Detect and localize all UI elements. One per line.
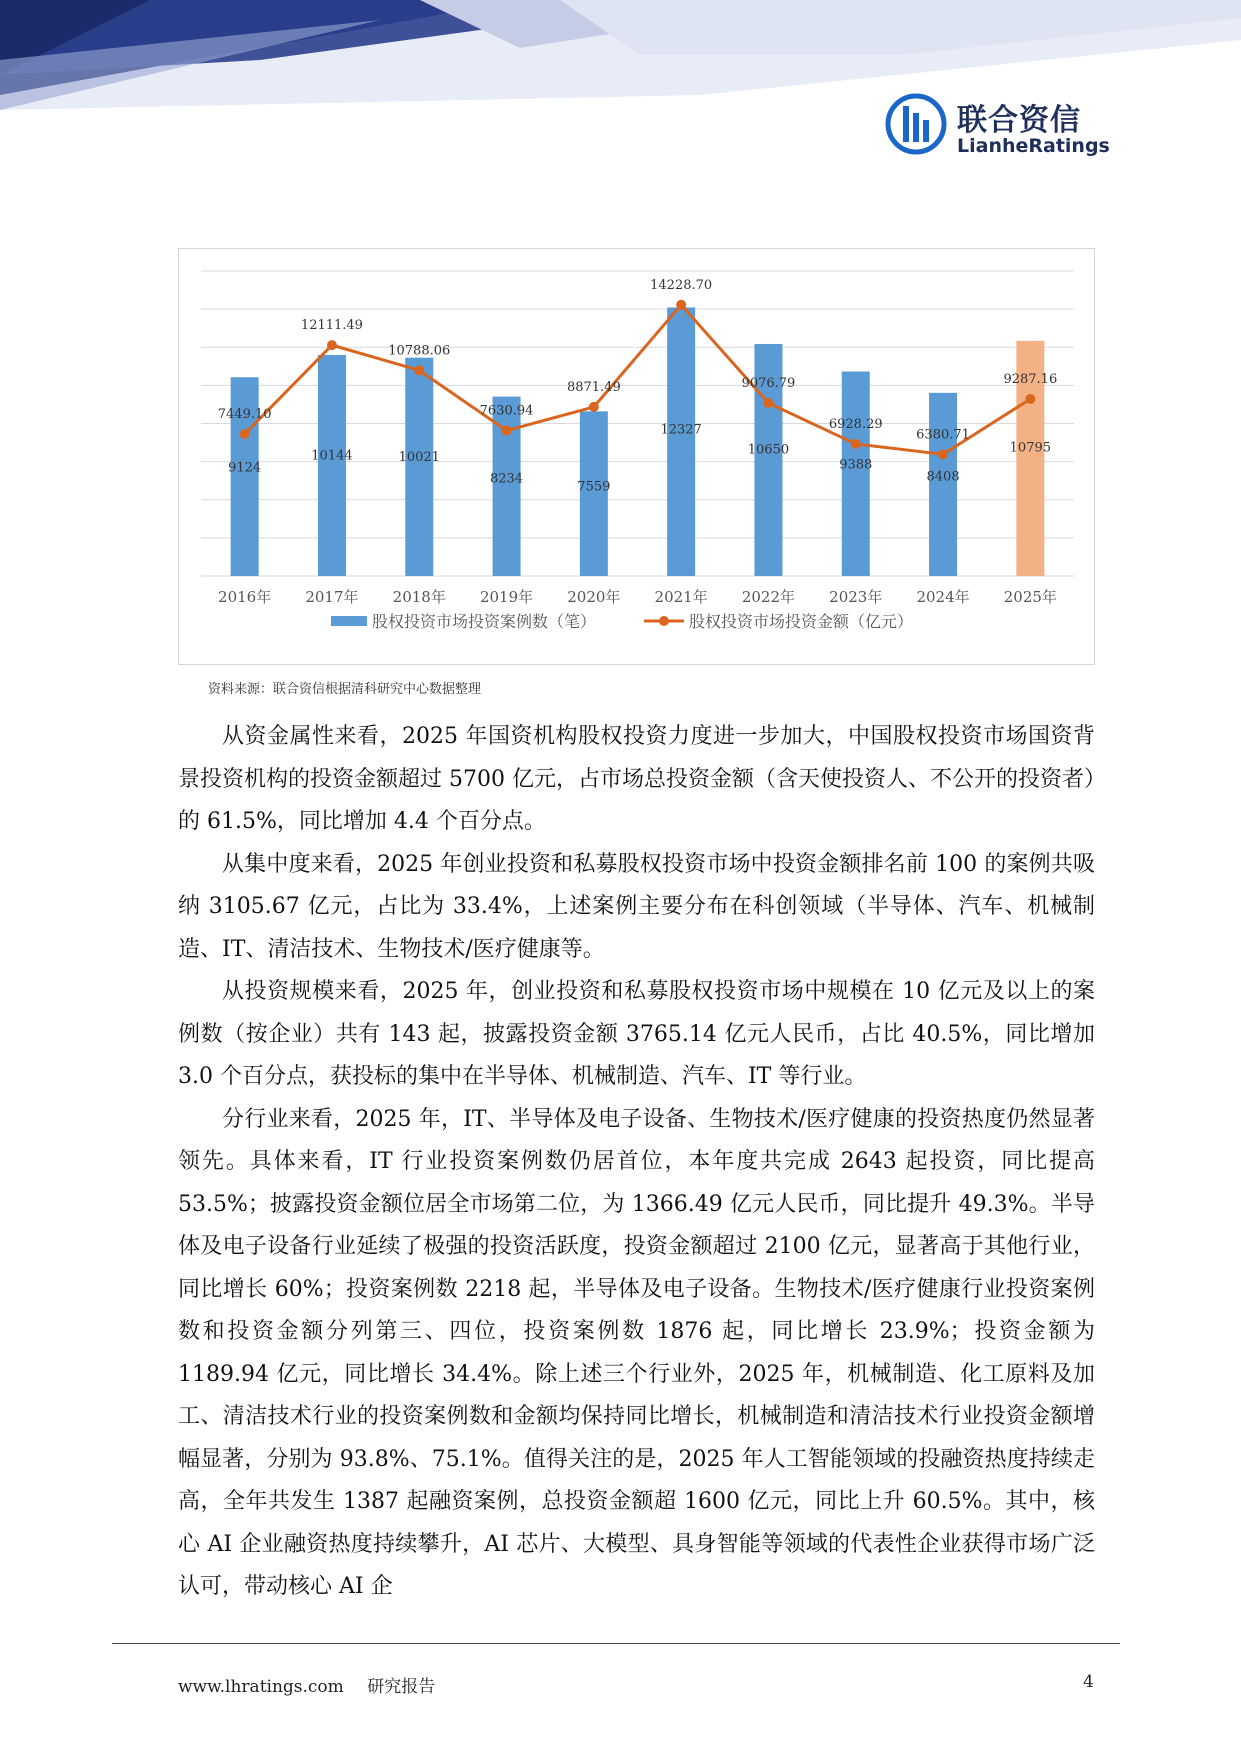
- bar-value-label: 10650: [747, 442, 790, 458]
- x-tick-label: 2016年: [218, 588, 272, 606]
- amount-point: [589, 402, 599, 412]
- x-tick-label: 2023年: [829, 588, 883, 606]
- amount-point: [676, 300, 686, 310]
- legend-bar-swatch: [331, 616, 367, 626]
- x-tick-label: 2024年: [916, 588, 970, 606]
- body-text: [178, 716, 1095, 1609]
- x-tick-label: 2017年: [305, 588, 359, 606]
- bar-value-label: 10144: [311, 448, 353, 464]
- amount-point: [414, 365, 424, 375]
- paragraph: 从投资规模来看，2025 年，创业投资和私募股权投资市场中规模在 10 亿元及以上的案例数（按企业）共有 143 起，披露投资金额 3765.14 亿元人民币，占比 40.5%，同比增加 3.0 个百分点，获投标的集中在半导体、机械制造、汽车、IT 等行业。: [178, 979, 1095, 1089]
- line-value-label: 6380.71: [916, 427, 970, 443]
- line-value-label: 7449.10: [217, 407, 272, 423]
- page-number: 4: [1083, 1672, 1094, 1692]
- footer-divider: [112, 1643, 1120, 1644]
- bar-value-label: 8234: [490, 471, 524, 487]
- amount-point: [763, 398, 773, 408]
- legend-line-marker: [659, 616, 669, 626]
- amount-point: [502, 426, 512, 436]
- line-value-label: 12111.49: [300, 318, 363, 334]
- line-value-label: 7630.94: [479, 403, 534, 419]
- x-tick-label: 2018年: [392, 588, 446, 606]
- bar: [929, 393, 957, 576]
- lianhe-logo-icon: [885, 93, 947, 155]
- bar-value-label: 7559: [577, 479, 611, 495]
- footer-doc-type: 研究报告: [367, 1677, 436, 1697]
- investment-chart: [178, 248, 1095, 665]
- bar: [667, 307, 695, 576]
- line-value-label: 9076.79: [741, 375, 796, 391]
- paragraph: 分行业来看，2025 年，IT、半导体及电子设备、生物技术/医疗健康的投资热度仍然显著领先。具体来看，IT 行业投资案例数仍居首位，本年度共完成 2643 起投资，同比提高 53.5%；披露投资金额位居全市场第二位，为 1366.49 亿元人民币，同比提升 49.3%。半导体及电子设备行业延续了极强的投资活跃度，投资金额超过 2100 亿元，显著高于其他行业，同比增长 60%；投资案例数 2218 起，半导体及电子设备。生物技术/医疗健康行业投资案例数和投资金额分列第三、四位，投资案例数 1876 起，同比增长 23.9%；投资金额为 1189.94 亿元，同比增长 34.4%。除上述三个行业外，2025 年，机械制造、化工原料及加工、清洁技术行业的投资案例数和金额均保持同比增长，机械制造和清洁技术行业投资金额增幅显著，分别为 93.8%、75.1%。值得关注的是，2025 年人工智能领域的投融资热度持续走高，全年共发生 1387 起融资案例，总投资金额超 1600 亿元，同比上升 60.5%。其中，核心 AI 企业融资热度持续攀升，AI 芯片、大模型、具身智能等领域的代表性企业获得市场广泛认可，带动核心 AI 企: [178, 1106, 1095, 1599]
- line-value-label: 6928.29: [828, 416, 883, 432]
- source-note: 资料来源：联合资信根据清科研究中心数据整理: [208, 682, 482, 697]
- bar-value-label: 8408: [926, 469, 960, 485]
- footer-website: www.lhratings.com: [178, 1677, 344, 1697]
- bar: [405, 358, 433, 576]
- footer-info: [178, 1672, 435, 1697]
- bar-value-label: 10795: [1009, 440, 1052, 456]
- bar-value-label: 9124: [228, 460, 262, 476]
- legend-line-label: 股权投资市场投资金额（亿元）: [689, 612, 914, 631]
- x-tick-label: 2022年: [741, 588, 796, 606]
- bar-value-label: 10021: [398, 449, 440, 465]
- paragraph: 从集中度来看，2025 年创业投资和私募股权投资市场中投资金额排名前 100 的案例共吸纳 3105.67 亿元，占比为 33.4%，上述案例主要分布在科创领域（半导体、汽车、机械制造、IT、清洁技术、生物技术/医疗健康等。: [178, 851, 1095, 962]
- bar-value-label: 9388: [839, 457, 873, 473]
- amount-point: [938, 449, 948, 459]
- bar: [318, 355, 346, 576]
- legend-bar-label: 股权投资市场投资案例数（笔）: [372, 612, 597, 631]
- x-tick-label: 2025年: [1003, 588, 1057, 606]
- logo-chinese-name: 联合资信: [957, 103, 1081, 138]
- chart-canvas: [179, 249, 1094, 664]
- paragraph: 从资金属性来看，2025 年国资机构股权投资力度进一步加大，中国股权投资市场国资背景投资机构的投资金额超过 5700 亿元，占市场总投资金额（含天使投资人、不公开的投资者）的 61.5%，同比增加 4.4 个百分点。: [178, 724, 1095, 834]
- bar: [842, 371, 870, 576]
- line-value-label: 10788.06: [388, 343, 451, 359]
- x-tick-label: 2021年: [654, 588, 708, 606]
- bar-value-label: 12327: [660, 422, 702, 438]
- line-value-label: 9287.16: [1003, 371, 1058, 387]
- x-tick-label: 2020年: [567, 588, 621, 606]
- logo-english-name: LianheRatings: [957, 135, 1110, 157]
- amount-point: [327, 340, 337, 350]
- x-tick-label: 2019年: [479, 588, 534, 606]
- amount-point: [851, 439, 861, 449]
- amount-point: [1025, 394, 1035, 404]
- line-value-label: 14228.70: [650, 277, 713, 293]
- company-logo: [885, 93, 1110, 163]
- amount-point: [240, 429, 250, 439]
- line-value-label: 8871.49: [566, 379, 621, 395]
